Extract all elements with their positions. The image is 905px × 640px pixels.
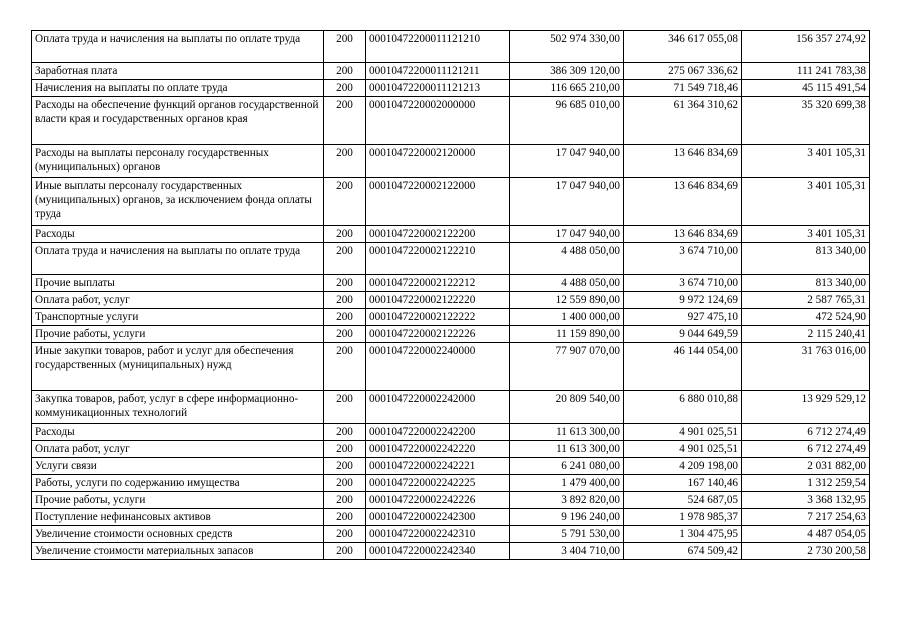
unexecuted-amount-cell: 7 217 254,63 [742, 509, 870, 526]
item-name-cell: Начисления на выплаты по оплате труда [32, 80, 324, 97]
approved-amount-cell: 20 809 540,00 [510, 391, 624, 424]
executed-amount-cell: 9 972 124,69 [624, 292, 742, 309]
unexecuted-amount-cell: 35 320 699,38 [742, 97, 870, 145]
line-code-cell: 200 [324, 275, 366, 292]
budget-classification-code-cell: 0001047220002122200 [366, 226, 510, 243]
budget-classification-code-cell: 00010472200011121210 [366, 31, 510, 63]
executed-amount-cell: 61 364 310,62 [624, 97, 742, 145]
line-code-cell: 200 [324, 424, 366, 441]
line-code-cell: 200 [324, 226, 366, 243]
unexecuted-amount-cell: 813 340,00 [742, 275, 870, 292]
table-row [32, 326, 870, 343]
line-code-cell: 200 [324, 80, 366, 97]
line-code-cell: 200 [324, 326, 366, 343]
budget-classification-code-cell: 0001047220002242200 [366, 424, 510, 441]
approved-amount-cell: 11 613 300,00 [510, 424, 624, 441]
executed-amount-cell: 3 674 710,00 [624, 275, 742, 292]
approved-amount-cell: 11 159 890,00 [510, 326, 624, 343]
line-code-cell: 200 [324, 145, 366, 178]
table-row [32, 178, 870, 226]
table-row [32, 475, 870, 492]
approved-amount-cell: 502 974 330,00 [510, 31, 624, 63]
item-name-cell: Закупка товаров, работ, услуг в сфере информационно-коммуникационных технологий [32, 391, 324, 424]
unexecuted-amount-cell: 472 524,90 [742, 309, 870, 326]
unexecuted-amount-cell: 45 115 491,54 [742, 80, 870, 97]
item-name-cell: Расходы на обеспечение функций органов государственной власти края и государственных органов края [32, 97, 324, 145]
unexecuted-amount-cell: 1 312 259,54 [742, 475, 870, 492]
item-name-cell: Прочие работы, услуги [32, 492, 324, 509]
executed-amount-cell: 13 646 834,69 [624, 178, 742, 226]
line-code-cell: 200 [324, 309, 366, 326]
approved-amount-cell: 116 665 210,00 [510, 80, 624, 97]
unexecuted-amount-cell: 111 241 783,38 [742, 63, 870, 80]
line-code-cell: 200 [324, 475, 366, 492]
line-code-cell: 200 [324, 31, 366, 63]
executed-amount-cell: 927 475,10 [624, 309, 742, 326]
table-row [32, 424, 870, 441]
budget-execution-table [31, 30, 870, 560]
budget-classification-code-cell: 0001047220002122212 [366, 275, 510, 292]
unexecuted-amount-cell: 2 587 765,31 [742, 292, 870, 309]
budget-classification-code-cell: 0001047220002242000 [366, 391, 510, 424]
item-name-cell: Расходы на выплаты персоналу государственных (муниципальных) органов [32, 145, 324, 178]
approved-amount-cell: 17 047 940,00 [510, 178, 624, 226]
executed-amount-cell: 13 646 834,69 [624, 226, 742, 243]
line-code-cell: 200 [324, 343, 366, 391]
budget-classification-code-cell: 0001047220002240000 [366, 343, 510, 391]
table-body [32, 31, 870, 560]
line-code-cell: 200 [324, 63, 366, 80]
table-row [32, 31, 870, 63]
table-row [32, 309, 870, 326]
executed-amount-cell: 6 880 010,88 [624, 391, 742, 424]
line-code-cell: 200 [324, 441, 366, 458]
budget-classification-code-cell: 0001047220002242226 [366, 492, 510, 509]
budget-classification-code-cell: 0001047220002242300 [366, 509, 510, 526]
item-name-cell: Увеличение стоимости материальных запасов [32, 543, 324, 560]
executed-amount-cell: 1 978 985,37 [624, 509, 742, 526]
line-code-cell: 200 [324, 509, 366, 526]
approved-amount-cell: 6 241 080,00 [510, 458, 624, 475]
budget-classification-code-cell: 0001047220002122000 [366, 178, 510, 226]
budget-classification-code-cell: 0001047220002242340 [366, 543, 510, 560]
line-code-cell: 200 [324, 526, 366, 543]
budget-classification-code-cell: 0001047220002000000 [366, 97, 510, 145]
budget-classification-code-cell: 0001047220002122226 [366, 326, 510, 343]
approved-amount-cell: 17 047 940,00 [510, 145, 624, 178]
table-row [32, 226, 870, 243]
executed-amount-cell: 13 646 834,69 [624, 145, 742, 178]
item-name-cell: Расходы [32, 424, 324, 441]
table-row [32, 97, 870, 145]
unexecuted-amount-cell: 156 357 274,92 [742, 31, 870, 63]
approved-amount-cell: 17 047 940,00 [510, 226, 624, 243]
unexecuted-amount-cell: 13 929 529,12 [742, 391, 870, 424]
executed-amount-cell: 46 144 054,00 [624, 343, 742, 391]
item-name-cell: Оплата труда и начисления на выплаты по оплате труда [32, 243, 324, 275]
approved-amount-cell: 1 400 000,00 [510, 309, 624, 326]
executed-amount-cell: 9 044 649,59 [624, 326, 742, 343]
budget-classification-code-cell: 00010472200011121213 [366, 80, 510, 97]
approved-amount-cell: 1 479 400,00 [510, 475, 624, 492]
budget-classification-code-cell: 0001047220002122210 [366, 243, 510, 275]
item-name-cell: Расходы [32, 226, 324, 243]
executed-amount-cell: 71 549 718,46 [624, 80, 742, 97]
line-code-cell: 200 [324, 458, 366, 475]
line-code-cell: 200 [324, 292, 366, 309]
executed-amount-cell: 674 509,42 [624, 543, 742, 560]
item-name-cell: Транспортные услуги [32, 309, 324, 326]
item-name-cell: Поступление нефинансовых активов [32, 509, 324, 526]
approved-amount-cell: 3 892 820,00 [510, 492, 624, 509]
item-name-cell: Иные закупки товаров, работ и услуг для обеспечения государственных (муниципальных) нужд [32, 343, 324, 391]
executed-amount-cell: 4 901 025,51 [624, 441, 742, 458]
budget-classification-code-cell: 0001047220002120000 [366, 145, 510, 178]
item-name-cell: Увеличение стоимости основных средств [32, 526, 324, 543]
executed-amount-cell: 275 067 336,62 [624, 63, 742, 80]
item-name-cell: Оплата работ, услуг [32, 441, 324, 458]
table-row [32, 526, 870, 543]
budget-classification-code-cell: 00010472200011121211 [366, 63, 510, 80]
approved-amount-cell: 77 907 070,00 [510, 343, 624, 391]
item-name-cell: Услуги связи [32, 458, 324, 475]
table-row [32, 458, 870, 475]
executed-amount-cell: 167 140,46 [624, 475, 742, 492]
budget-classification-code-cell: 0001047220002122222 [366, 309, 510, 326]
budget-classification-code-cell: 0001047220002242220 [366, 441, 510, 458]
table-row [32, 63, 870, 80]
approved-amount-cell: 11 613 300,00 [510, 441, 624, 458]
line-code-cell: 200 [324, 492, 366, 509]
table-row [32, 543, 870, 560]
table-row [32, 292, 870, 309]
approved-amount-cell: 4 488 050,00 [510, 243, 624, 275]
line-code-cell: 200 [324, 243, 366, 275]
line-code-cell: 200 [324, 97, 366, 145]
approved-amount-cell: 12 559 890,00 [510, 292, 624, 309]
budget-classification-code-cell: 0001047220002242221 [366, 458, 510, 475]
approved-amount-cell: 5 791 530,00 [510, 526, 624, 543]
table-row [32, 509, 870, 526]
unexecuted-amount-cell: 6 712 274,49 [742, 424, 870, 441]
executed-amount-cell: 1 304 475,95 [624, 526, 742, 543]
item-name-cell: Работы, услуги по содержанию имущества [32, 475, 324, 492]
line-code-cell: 200 [324, 391, 366, 424]
table-row [32, 243, 870, 275]
line-code-cell: 200 [324, 543, 366, 560]
table-row [32, 80, 870, 97]
unexecuted-amount-cell: 2 730 200,58 [742, 543, 870, 560]
executed-amount-cell: 524 687,05 [624, 492, 742, 509]
unexecuted-amount-cell: 3 401 105,31 [742, 178, 870, 226]
unexecuted-amount-cell: 813 340,00 [742, 243, 870, 275]
unexecuted-amount-cell: 6 712 274,49 [742, 441, 870, 458]
unexecuted-amount-cell: 3 401 105,31 [742, 226, 870, 243]
executed-amount-cell: 4 901 025,51 [624, 424, 742, 441]
table-row [32, 145, 870, 178]
item-name-cell: Оплата работ, услуг [32, 292, 324, 309]
executed-amount-cell: 4 209 198,00 [624, 458, 742, 475]
approved-amount-cell: 386 309 120,00 [510, 63, 624, 80]
line-code-cell: 200 [324, 178, 366, 226]
item-name-cell: Прочие выплаты [32, 275, 324, 292]
unexecuted-amount-cell: 2 115 240,41 [742, 326, 870, 343]
unexecuted-amount-cell: 3 368 132,95 [742, 492, 870, 509]
table-row [32, 275, 870, 292]
approved-amount-cell: 4 488 050,00 [510, 275, 624, 292]
executed-amount-cell: 3 674 710,00 [624, 243, 742, 275]
executed-amount-cell: 346 617 055,08 [624, 31, 742, 63]
unexecuted-amount-cell: 3 401 105,31 [742, 145, 870, 178]
budget-classification-code-cell: 0001047220002242225 [366, 475, 510, 492]
budget-classification-code-cell: 0001047220002242310 [366, 526, 510, 543]
table-row [32, 492, 870, 509]
approved-amount-cell: 9 196 240,00 [510, 509, 624, 526]
item-name-cell: Оплата труда и начисления на выплаты по оплате труда [32, 31, 324, 63]
item-name-cell: Заработная плата [32, 63, 324, 80]
unexecuted-amount-cell: 31 763 016,00 [742, 343, 870, 391]
table-row [32, 391, 870, 424]
unexecuted-amount-cell: 2 031 882,00 [742, 458, 870, 475]
approved-amount-cell: 96 685 010,00 [510, 97, 624, 145]
budget-classification-code-cell: 0001047220002122220 [366, 292, 510, 309]
table-row [32, 343, 870, 391]
item-name-cell: Прочие работы, услуги [32, 326, 324, 343]
unexecuted-amount-cell: 4 487 054,05 [742, 526, 870, 543]
item-name-cell: Иные выплаты персоналу государственных (муниципальных) органов, за исключением фонда оплаты труда [32, 178, 324, 226]
approved-amount-cell: 3 404 710,00 [510, 543, 624, 560]
table-row [32, 441, 870, 458]
